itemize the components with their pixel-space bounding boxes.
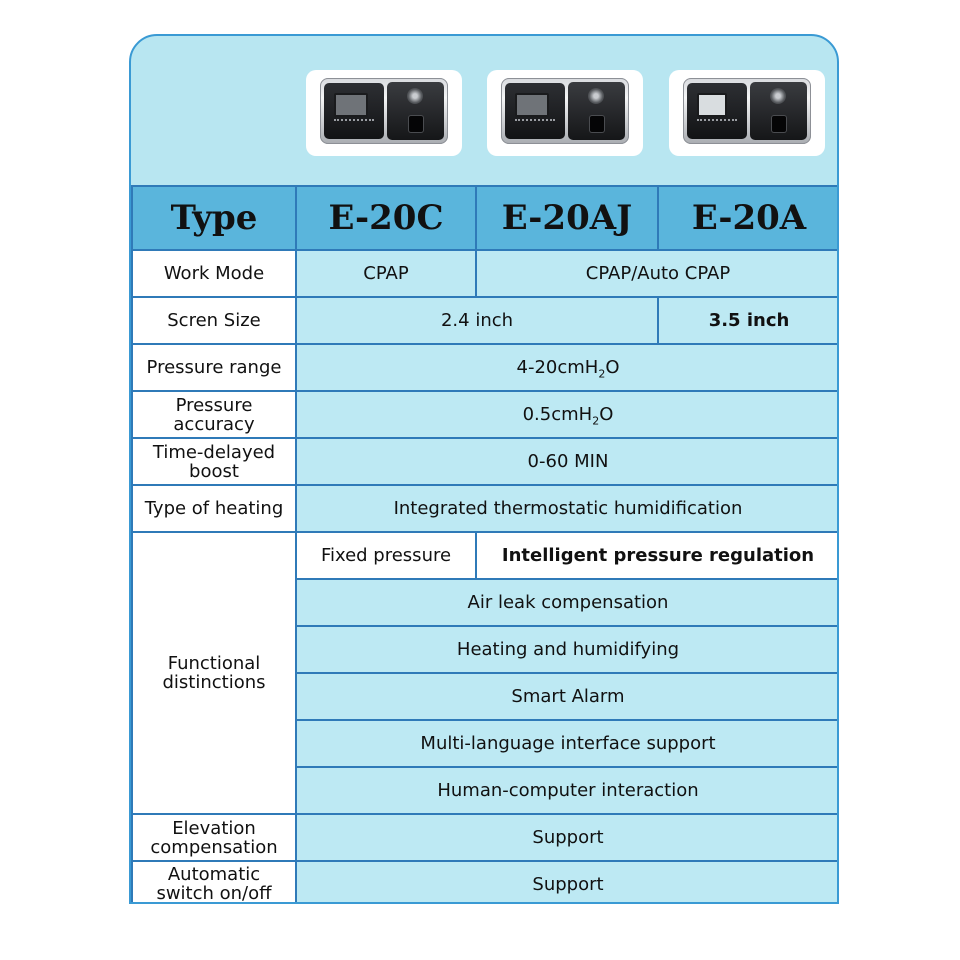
work-mode-row — [132, 250, 839, 297]
pressure-range-value-suffix: O — [605, 357, 620, 378]
pressure-accuracy-value — [296, 391, 839, 438]
spec-card — [129, 34, 839, 904]
model-e20aj-header: E-20AJ — [476, 186, 658, 250]
elevation-row — [132, 814, 839, 861]
auto-switch-label — [132, 861, 296, 904]
functional-row-fixed — [132, 532, 839, 579]
product-images — [131, 36, 837, 186]
heating-row — [132, 485, 839, 532]
elevation-label-line1: Elevation — [172, 817, 256, 839]
feature-air-leak: Air leak compensation — [296, 579, 839, 626]
time-delayed-label — [132, 438, 296, 485]
pressure-accuracy-label — [132, 391, 296, 438]
heating-label: Type of heating — [132, 485, 296, 532]
screen-size-large: 3.5 inch — [658, 297, 839, 344]
model-e20a-header: E-20A — [658, 186, 839, 250]
pressure-range-subscript: 2 — [598, 367, 606, 381]
functional-label-line1: Functional — [167, 653, 261, 674]
work-mode-label: Work Mode — [132, 250, 296, 297]
elevation-value: Support — [296, 814, 839, 861]
model-e20c-header: E-20C — [296, 186, 476, 250]
screen-size-small: 2.4 inch — [296, 297, 658, 344]
elevation-label — [132, 814, 296, 861]
pressure-accuracy-value-text: 0.5cmH — [522, 404, 593, 425]
cpap-device-e20a-image — [683, 78, 811, 144]
pressure-accuracy-row — [132, 391, 839, 438]
header-row — [132, 186, 839, 250]
feature-heating: Heating and humidifying — [296, 626, 839, 673]
type-header: Type — [132, 186, 296, 250]
time-delayed-value: 0-60 MIN — [296, 438, 839, 485]
intelligent-pressure-cell: Intelligent pressure regulation — [476, 532, 839, 579]
auto-switch-row — [132, 861, 839, 904]
pressure-accuracy-value-suffix: O — [599, 404, 614, 425]
spec-table — [131, 185, 839, 904]
feature-smart-alarm: Smart Alarm — [296, 673, 839, 720]
cpap-device-e20c-image — [320, 78, 448, 144]
feature-hci: Human-computer interaction — [296, 767, 839, 814]
pressure-accuracy-subscript: 2 — [592, 414, 600, 428]
auto-switch-label-line2: switch on/off — [156, 883, 272, 904]
screen-size-row — [132, 297, 839, 344]
time-delayed-label-line2: boost — [189, 460, 239, 482]
pressure-range-value-text: 4-20cmH — [516, 357, 599, 378]
feature-multi-language: Multi-language interface support — [296, 720, 839, 767]
auto-switch-label-line1: Automatic — [167, 864, 261, 885]
fixed-pressure-cell: Fixed pressure — [296, 532, 476, 579]
pressure-range-label: Pressure range — [132, 344, 296, 391]
product-photo-e20c — [306, 70, 462, 156]
time-delayed-label-line1: Time-delayed — [152, 441, 276, 463]
heating-value: Integrated thermostatic humidification — [296, 485, 839, 532]
elevation-label-line2: compensation — [150, 836, 278, 858]
functional-label — [132, 532, 296, 814]
work-mode-others: CPAP/Auto CPAP — [476, 250, 839, 297]
pressure-range-row — [132, 344, 839, 391]
cpap-device-e20aj-image — [501, 78, 629, 144]
pressure-accuracy-label-line2: accuracy — [173, 413, 255, 435]
time-delayed-row — [132, 438, 839, 485]
functional-label-line2: distinctions — [162, 672, 266, 693]
product-photo-e20aj — [487, 70, 643, 156]
pressure-accuracy-label-line1: Pressure — [175, 394, 253, 416]
product-photo-e20a — [669, 70, 825, 156]
screen-size-label: Scren Size — [132, 297, 296, 344]
auto-switch-value: Support — [296, 861, 839, 904]
work-mode-e20c: CPAP — [296, 250, 476, 297]
pressure-range-value — [296, 344, 839, 391]
